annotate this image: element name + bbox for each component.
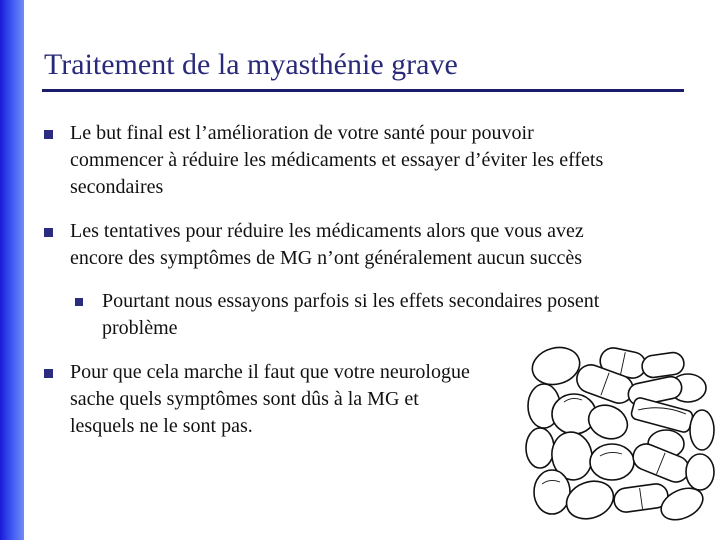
- bullet-line: encore des symptômes de MG n’ont généralement aucun succès: [70, 247, 583, 269]
- bullet-item-2: [44, 218, 684, 272]
- bullet-line: Les tentatives pour réduire les médicaments alors que vous avez: [70, 220, 584, 242]
- left-accent-bar: [0, 0, 24, 540]
- bullet-square-icon: [44, 130, 53, 139]
- sub-bullet-item: [75, 288, 695, 342]
- bullet-line: secondaires: [70, 176, 164, 198]
- pill-shape: [528, 344, 584, 390]
- bullet-item-1: [44, 120, 684, 201]
- slide-title: Traitement de la myasthénie grave: [44, 48, 458, 81]
- pill-shape: [686, 454, 714, 490]
- title-underline: [42, 89, 684, 92]
- bullet-line: lesquels ne le sont pas.: [70, 415, 253, 437]
- bullet-line: Le but final est l’amélioration de votre santé pour pouvoir: [70, 122, 534, 144]
- bullet-text: [70, 218, 584, 272]
- pill-shape: [526, 428, 554, 468]
- pill-shape: [690, 410, 714, 450]
- bullet-line: commencer à réduire les médicaments et essayer d’éviter les effets: [70, 149, 604, 171]
- bullet-line: Pour que cela marche il faut que votre neurologue: [70, 361, 470, 383]
- bullet-line: Pourtant nous essayons parfois si les effets secondaires posent: [102, 290, 600, 312]
- bullet-square-icon: [75, 298, 83, 306]
- bullet-line: sache quels symptômes sont dûs à la MG et: [70, 388, 419, 410]
- bullet-text: [102, 288, 599, 342]
- bullet-text: [70, 120, 603, 201]
- bullet-square-icon: [44, 228, 53, 237]
- pill-shape: [561, 475, 618, 525]
- bullet-item-3: [44, 359, 524, 440]
- pills-illustration: [524, 344, 716, 526]
- pill-shape: [534, 470, 570, 514]
- pill-shape: [641, 351, 686, 379]
- bullet-text: [70, 359, 470, 440]
- bullet-square-icon: [44, 369, 53, 378]
- pill-shape: [590, 444, 634, 480]
- bullet-line: problème: [102, 317, 178, 339]
